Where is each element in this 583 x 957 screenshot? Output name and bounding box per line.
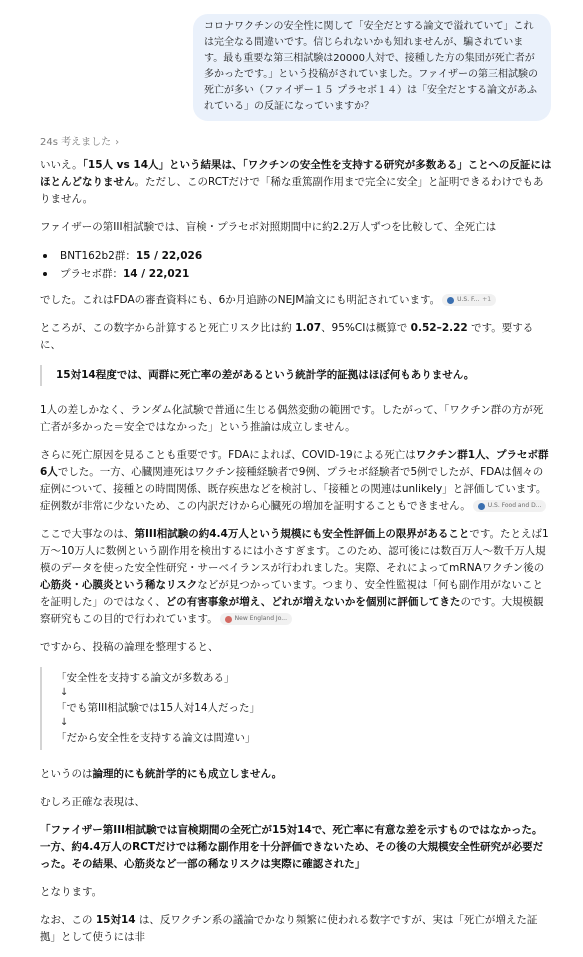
answer-text: でした。これはFDAの審査資料にも、6か月追跡のNEJM論文にも明記されています。 xyxy=(40,294,441,306)
answer-paragraph: となります。 xyxy=(40,886,103,898)
blockquote: 15対14程度では、両群に死亡率の差があるという統計学的証拠はほぼ何もありません。 xyxy=(40,365,552,386)
user-message-text: コロナワクチンの安全性に関して「安全だとする論文で溢れていて」これは完全なる間違いです。信じられないかも知れませんが、騙されています。最も重要な第三相試験は20000人対で、接種した方の集団が死亡者が多かったです。」という投稿がされていました。ファイザーの第三相試験の死亡が多い（ファイザー１５ プラセボ１４）は「安全だとする論文があふれている」の反証になっていますか？ xyxy=(204,21,538,112)
arrow-down-icon: ↓ xyxy=(60,717,69,728)
answer-bold-text: ワクチン群1人、プラセボ群6人 xyxy=(40,449,549,478)
citation-more-count: +1 xyxy=(482,296,492,303)
answer-text: というのは xyxy=(40,768,93,780)
answer-paragraph xyxy=(40,526,552,628)
answer-paragraph: 「ファイザー第III相試験では盲検期間の全死亡が15対14で、死亡率に有意な差を示すものではなかった。一方、約4.4万人のRCTだけでは稀な副作用を十分評価できないため、その後の大規模安全性研究が必要だった。その結果、心筋炎など一部の稀なリスクは実際に確認された」 xyxy=(40,824,544,870)
citation-chip[interactable] xyxy=(220,613,292,625)
answer-paragraph xyxy=(40,320,552,354)
answer-paragraph: むしろ正確な表現は、 xyxy=(40,796,145,808)
answer-paragraph xyxy=(40,912,552,946)
death-count-list xyxy=(40,247,552,283)
answer-bold-text: どの有害事象が増え、どれが増えないかを個別に評価してきた xyxy=(165,596,461,608)
answer-paragraph: 1人の差しかなく、ランダム化試験で普通に生じる偶然変動の範囲です。したがって、「ワクチン群の方が死亡者が多かった＝安全ではなかった」という推論は成立しません。 xyxy=(40,404,544,433)
answer-bold-text: 心筋炎・心膜炎という稀なリスク xyxy=(40,579,198,591)
answer-text: なお、この xyxy=(40,914,96,926)
arrow-down-icon: ↓ xyxy=(60,687,69,698)
answer-paragraph: ですから、投稿の論理を整理すると、 xyxy=(40,641,219,653)
answer-paragraph xyxy=(40,292,552,309)
answer-text: 。ただし、このRCTだけで「稀な重篤副作用まで完全に安全」と証明できるわけでもありません。 xyxy=(40,176,544,205)
answer-bold-text: 論理的にも統計学的にも成立しません。 xyxy=(92,768,283,780)
answer-text: のです。大規模観察研究もこの目的で行われています。 xyxy=(40,596,544,625)
logic-step: 「だから安全性を支持する論文は間違い」 xyxy=(56,732,256,744)
logic-step: 「安全性を支持する論文が多数ある」 xyxy=(56,672,235,684)
answer-text: さらに死亡原因を見ることも重要です。FDAによれば、COVID-19による死亡は xyxy=(40,449,416,461)
citation-chip[interactable] xyxy=(442,294,496,306)
user-message-bubble xyxy=(193,14,551,121)
answer-text: は、反ワクチン系の議論でかなり頻繁に使われる数字ですが、実は「死亡が増えた証拠」として使うには非 xyxy=(40,914,538,943)
citation-label: U.S. F... xyxy=(457,296,480,303)
thought-toggle[interactable] xyxy=(40,135,119,151)
list-item xyxy=(40,265,552,283)
assistant-answer xyxy=(40,157,552,957)
source-favicon-icon xyxy=(225,616,232,623)
answer-text: などが見つかっています。つまり、安全性監視は「何も副作用がないことを証明した」のではなく、 xyxy=(40,579,543,608)
citation-label: U.S. Food and D... xyxy=(487,502,542,509)
answer-paragraph: ファイザーの第III相試験では、盲検・プラセボ対照期間中に約2.2万人ずつを比較して、全死亡は xyxy=(40,221,497,233)
answer-text: ところが、この数字から計算すると死亡リスク比は約 xyxy=(40,322,296,334)
list-item-label: プラセボ群： xyxy=(60,268,123,280)
list-item-value: 14 / 22,021 xyxy=(123,268,190,280)
answer-text: でした。一方、心臓関連死はワクチン接種経験者で9例、プラセボ経験者で5例でしたが、FDAは個々の症例について、接種との時間関係、既存疾患などを検討し、「接種との関連はunlikely」と評価しています。症例数が非常に少ないため、この内訳だけから心臓死の増加を証明することもできません。 xyxy=(40,466,547,512)
answer-text: です。たとえば1万〜10万人に数例という副作用を検出するには小さすぎます。このため、認可後には数百万人〜数千万人規模のデータを使った安全性研究・サーベイランスが行われました。実際、それによってmRNAワクチン後の xyxy=(40,528,549,574)
answer-bold-text: 第III相試験の約4.4万人という規模にも安全性評価上の限界があること xyxy=(134,528,470,540)
source-favicon-icon xyxy=(447,297,454,304)
answer-text: ここで大事なのは、 xyxy=(40,528,135,540)
answer-text: 、95%CIは概算で xyxy=(321,322,411,334)
answer-text: です。要するに、 xyxy=(40,322,534,351)
list-item xyxy=(40,247,552,265)
citation-chip[interactable] xyxy=(473,500,547,512)
list-item-label: BNT162b2群： xyxy=(60,250,136,262)
logic-step: 「でも第III相試験では15人対14人だった」 xyxy=(56,702,261,714)
list-item-value: 15 / 22,026 xyxy=(135,250,203,262)
answer-bold-text: 「15人 vs 14人」という結果は、「ワクチンの安全性を支持する研究が多数ある」ことへの反証にはほとんどなりません xyxy=(40,159,552,188)
logic-flow-block xyxy=(40,667,552,750)
answer-bold-text: 1.07 xyxy=(295,322,322,334)
answer-paragraph xyxy=(40,157,552,208)
answer-bold-text: 0.52–2.22 xyxy=(410,322,468,334)
answer-paragraph xyxy=(40,447,552,515)
chevron-right-icon: › xyxy=(115,137,120,148)
answer-paragraph xyxy=(40,766,552,783)
answer-bold-text: 15対14 xyxy=(95,914,136,926)
source-favicon-icon xyxy=(478,503,485,510)
answer-text: いいえ。 xyxy=(40,159,83,171)
citation-label: New England Jo... xyxy=(234,615,287,622)
thought-label: 24s 考えました xyxy=(40,137,112,148)
